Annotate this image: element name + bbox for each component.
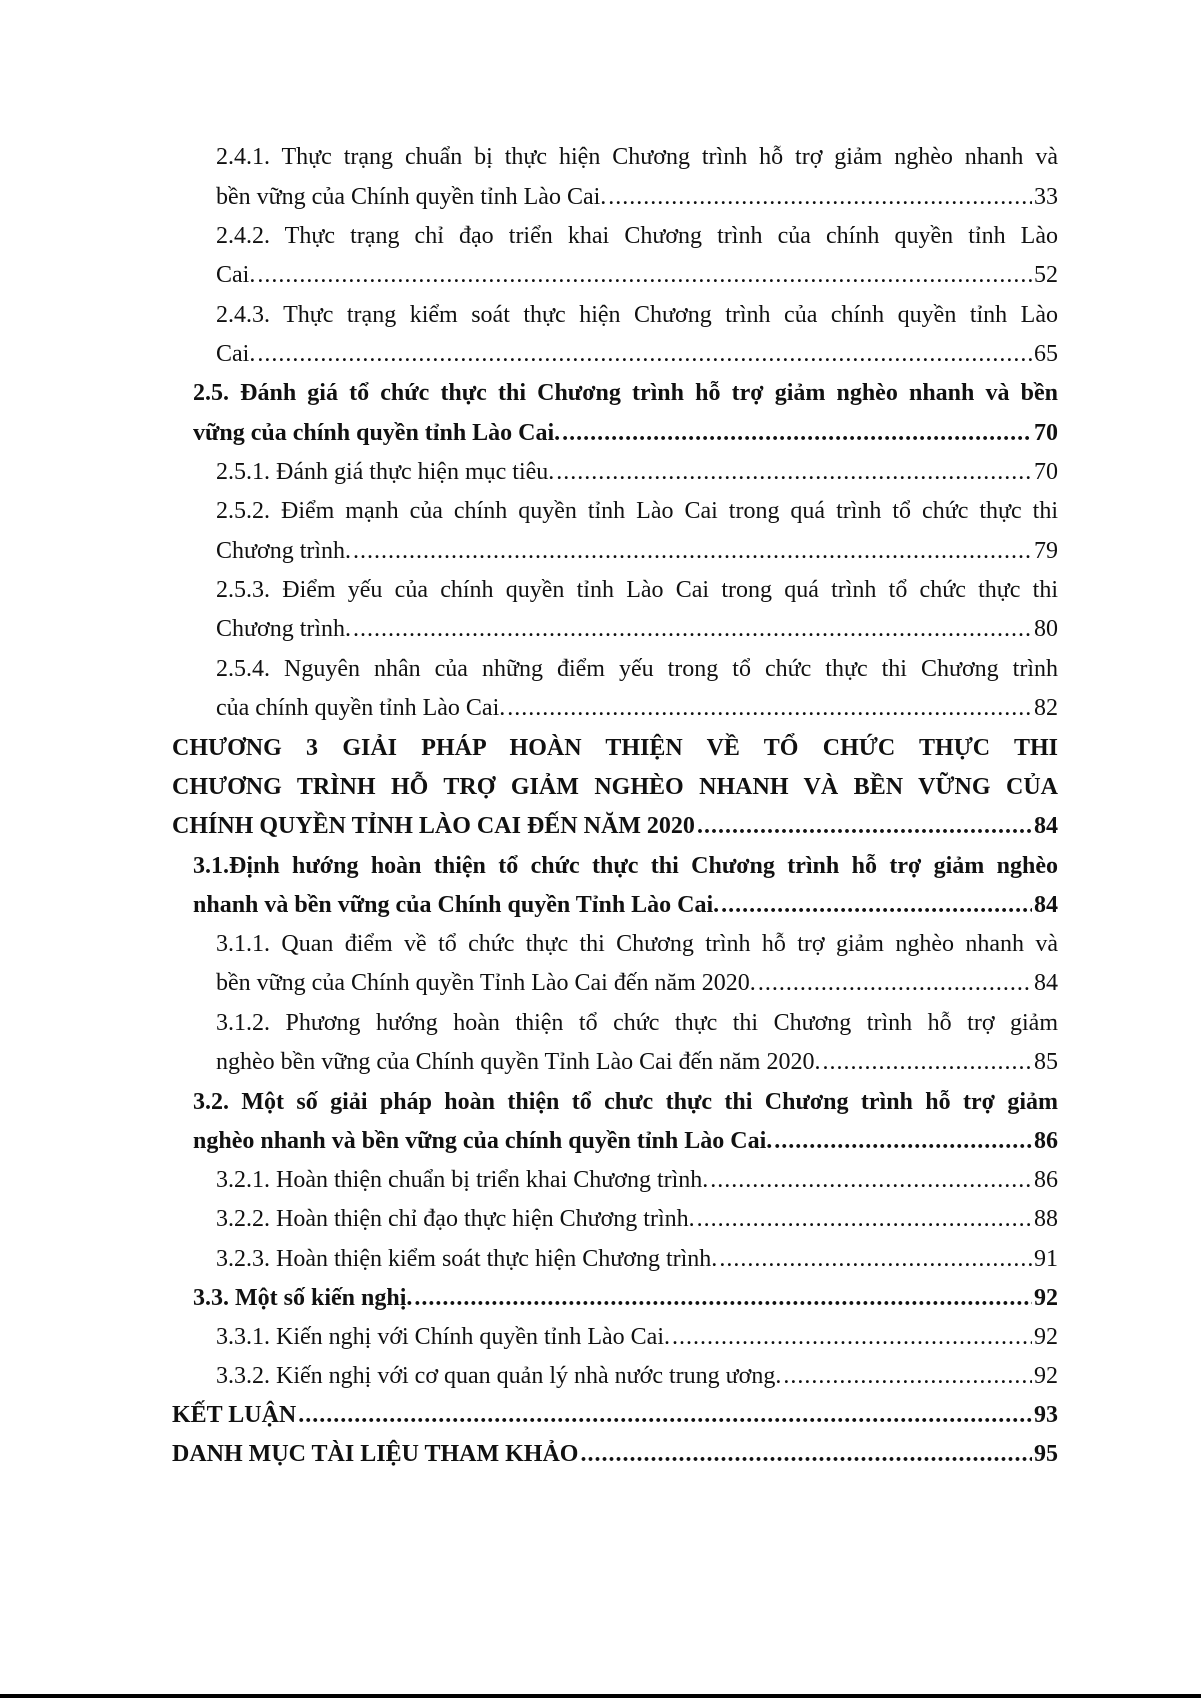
- toc-entry-text-cont: nghèo nhanh và bền vững của chính quyền tỉnh Lào Cai.: [193, 1128, 773, 1154]
- dot-leader: [353, 532, 1032, 571]
- toc-entry-text-cont: CHƯƠNG TRÌNH HỖ TRỢ GIẢM NGHÈO NHANH VÀ BỀN VỮNG CỦA: [172, 774, 1058, 800]
- dot-leader: [697, 807, 1032, 846]
- page-number: 95: [1034, 1441, 1058, 1467]
- toc-entry-text: 2.5.1. Đánh giá thực hiện mục tiêu.: [216, 459, 555, 485]
- page-number: 92: [1034, 1285, 1058, 1311]
- dot-leader: [721, 886, 1032, 925]
- page-number: 88: [1034, 1206, 1058, 1232]
- toc-entry-text-cont: Cai.: [216, 262, 256, 288]
- dot-leader: [556, 453, 1032, 492]
- page-number: 65: [1034, 341, 1058, 367]
- toc-entry-text: 3.3. Một số kiến nghị.: [193, 1285, 413, 1311]
- page-number: 33: [1034, 184, 1058, 210]
- page-number: 70: [1034, 459, 1058, 485]
- toc-entry-text: 3.2.2. Hoàn thiện chỉ đạo thực hiện Chương trình.: [216, 1206, 695, 1232]
- page-number: 92: [1034, 1363, 1058, 1389]
- dot-leader: [758, 964, 1032, 1003]
- dot-leader: [507, 689, 1032, 728]
- dot-leader: [672, 1318, 1032, 1357]
- page-bottom-edge: [0, 1694, 1201, 1698]
- page-number: 84: [1034, 813, 1058, 839]
- toc-entry-text-cont: CHÍNH QUYỀN TỈNH LÀO CAI ĐẾN NĂM 2020: [172, 813, 695, 839]
- dot-leader: [353, 610, 1032, 649]
- toc-entry-text: 3.3.1. Kiến nghị với Chính quyền tỉnh Lào Cai.: [216, 1324, 670, 1350]
- toc-entry-text-cont: bền vững của Chính quyền Tỉnh Lào Cai đến năm 2020.: [216, 970, 756, 996]
- page-number: 80: [1034, 616, 1058, 642]
- toc-entry-text: DANH MỤC TÀI LIỆU THAM KHẢO: [172, 1441, 579, 1467]
- page-number: 84: [1034, 892, 1058, 918]
- page-number: 79: [1034, 538, 1058, 564]
- toc-entry-text-cont: Chương trình.: [216, 538, 352, 564]
- dot-leader: [414, 1279, 1032, 1318]
- toc-entry-text: KẾT LUẬN: [172, 1402, 297, 1428]
- page-number: 92: [1034, 1324, 1058, 1350]
- toc-entry-text: 2.5.3. Điểm yếu của chính quyền tỉnh Lào Cai trong quá trình tổ chức thực thi: [216, 577, 1058, 603]
- dot-leader: [562, 414, 1032, 453]
- toc-entry-text-cont: nhanh và bền vững của Chính quyền Tỉnh Lào Cai.: [193, 892, 720, 918]
- toc-entry-text: 3.1.1. Quan điểm về tổ chức thực thi Chương trình hỗ trợ giảm nghèo nhanh và: [216, 931, 1058, 957]
- dot-leader: [608, 178, 1032, 217]
- dot-leader: [580, 1435, 1032, 1474]
- toc-entry-text: 2.4.2. Thực trạng chỉ đạo triển khai Chương trình của chính quyền tỉnh Lào: [216, 223, 1058, 249]
- toc-entry-text-cont: Cai.: [216, 341, 256, 367]
- page-number: 52: [1034, 262, 1058, 288]
- page-number: 70: [1034, 420, 1058, 446]
- dot-leader: [298, 1396, 1032, 1435]
- toc-entry-text: 3.3.2. Kiến nghị với cơ quan quản lý nhà nước trung ương.: [216, 1363, 782, 1389]
- dot-leader: [257, 256, 1032, 295]
- toc-entry-text-cont: Chương trình.: [216, 616, 352, 642]
- page-number: 86: [1034, 1167, 1058, 1193]
- page-number: 82: [1034, 695, 1058, 721]
- page-number: 85: [1034, 1049, 1058, 1075]
- page-number: 93: [1034, 1402, 1058, 1428]
- page-number: 91: [1034, 1246, 1058, 1272]
- toc-entry-text: 2.5.2. Điểm mạnh của chính quyền tỉnh Lào Cai trong quá trình tổ chức thực thi: [216, 498, 1058, 524]
- toc-entry-text: 2.4.1. Thực trạng chuẩn bị thực hiện Chương trình hỗ trợ giảm nghèo nhanh và: [216, 144, 1058, 170]
- toc-entry-text-cont: bền vững của Chính quyền tỉnh Lào Cai.: [216, 184, 607, 210]
- toc-entry-text: CHƯƠNG 3 GIẢI PHÁP HOÀN THIỆN VỀ TỔ CHỨC THỰC THI: [172, 735, 1058, 761]
- dot-leader: [774, 1122, 1032, 1161]
- dot-leader: [783, 1357, 1032, 1396]
- dot-leader: [710, 1161, 1032, 1200]
- toc-entry-text-cont: của chính quyền tỉnh Lào Cai.: [216, 695, 506, 721]
- toc-entry-text: 3.2.3. Hoàn thiện kiểm soát thực hiện Chương trình.: [216, 1246, 718, 1272]
- page-number: 86: [1034, 1128, 1058, 1154]
- toc-entry-text: 3.1.2. Phương hướng hoàn thiện tổ chức thực thi Chương trình hỗ trợ giảm: [216, 1010, 1058, 1036]
- dot-leader: [697, 1200, 1032, 1239]
- toc-entry-text-cont: vững của chính quyền tỉnh Lào Cai.: [193, 420, 561, 446]
- dot-leader: [257, 335, 1032, 374]
- toc-entry-text: 2.5. Đánh giá tổ chức thực thi Chương trình hỗ trợ giảm nghèo nhanh và bền: [193, 380, 1058, 406]
- toc-entry-text-cont: nghèo bền vững của Chính quyền Tỉnh Lào Cai đến năm 2020.: [216, 1049, 821, 1075]
- dot-leader: [822, 1043, 1032, 1082]
- toc-entry-text: 3.2. Một số giải pháp hoàn thiện tổ chưc thực thi Chương trình hỗ trợ giảm: [193, 1089, 1058, 1115]
- dot-leader: [719, 1240, 1032, 1279]
- toc-entry-text: 2.4.3. Thực trạng kiểm soát thực hiện Chương trình của chính quyền tỉnh Lào: [216, 302, 1058, 328]
- toc-entry-text: 2.5.4. Nguyên nhân của những điểm yếu trong tổ chức thực thi Chương trình: [216, 656, 1058, 682]
- toc-entry-text: 3.1.Định hướng hoàn thiện tổ chức thực thi Chương trình hỗ trợ giảm nghèo: [193, 853, 1058, 879]
- page-number: 84: [1034, 970, 1058, 996]
- toc-entry-text: 3.2.1. Hoàn thiện chuẩn bị triển khai Chương trình.: [216, 1167, 709, 1193]
